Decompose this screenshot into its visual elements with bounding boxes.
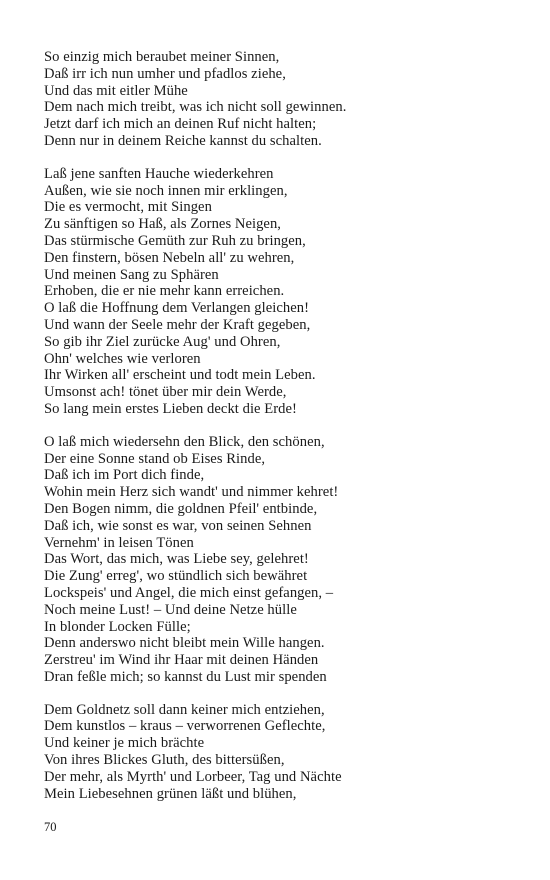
poem-line: Außen, wie sie noch innen mir erklingen, <box>44 182 288 199</box>
poem-line: Lockspeis' und Angel, die mich einst gefangen, – <box>44 584 334 601</box>
poem-line: Das Wort, das mich, was Liebe sey, gelehret! <box>44 551 309 568</box>
poem-line: Und das mit eitler Mühe <box>44 82 188 99</box>
poem-line: Der mehr, als Myrth' und Lorbeer, Tag und Nächte <box>44 768 342 785</box>
poem-line: Daß ich, wie sonst es war, von seinen Sehnen <box>44 517 312 534</box>
poem-line: Ihr Wirken all' erscheint und todt mein Leben. <box>44 367 316 384</box>
poem-line: Dran feßle mich; so kannst du Lust mir spenden <box>44 668 327 685</box>
poem-line: Die Zung' erreg', wo stündlich sich bewähret <box>44 568 308 585</box>
poem-line: Und wann der Seele mehr der Kraft gegeben, <box>44 316 311 333</box>
poem-line: So einzig mich beraubet meiner Sinnen, <box>44 49 280 65</box>
poem-line: Das stürmische Gemüth zur Ruh zu bringen, <box>44 232 306 249</box>
poem-line: Und meinen Sang zu Sphären <box>44 266 219 283</box>
page-number: 70 <box>44 820 57 834</box>
poem-line: Und keiner je mich brächte <box>44 735 205 752</box>
poem-line: So lang mein erstes Lieben deckt die Erde! <box>44 400 297 417</box>
poem-line: O laß mich wiedersehn den Blick, den schönen, <box>44 433 325 450</box>
poem-line: Mein Liebesehnen grünen läßt und blühen, <box>44 785 297 802</box>
poem-line: Dem kunstlos – kraus – verworrenen Geflechte, <box>44 718 326 735</box>
stanza <box>44 434 524 686</box>
poem-line: Erhoben, die er nie mehr kann erreichen. <box>44 283 285 300</box>
poem-line: Den Bogen nimm, die goldnen Pfeil' entbinde, <box>44 500 318 517</box>
poem-line: Jetzt darf ich mich an deinen Ruf nicht halten; <box>44 116 317 133</box>
stanza <box>44 702 524 803</box>
poem-line: Vernehm' in leisen Tönen <box>44 534 194 551</box>
poem-line: Dem Goldnetz soll dann keiner mich entziehen, <box>44 701 325 718</box>
poem-line: So gib ihr Ziel zurücke Aug' und Ohren, <box>44 333 281 350</box>
poem-line: Zu sänftigen so Haß, als Zornes Neigen, <box>44 216 282 233</box>
poem-line: Umsonst ach! tönet über mir dein Werde, <box>44 384 287 401</box>
poem-line: Denn nur in deinem Reiche kannst du schalten. <box>44 132 322 149</box>
poem-line: Daß irr ich nun umher und pfadlos ziehe, <box>44 65 286 82</box>
poem-line: Der eine Sonne stand ob Eises Rinde, <box>44 450 266 467</box>
poem-text <box>44 49 524 818</box>
poem-line: Denn anderswo nicht bleibt mein Wille hangen. <box>44 635 325 652</box>
poem-line: Noch meine Lust! – Und deine Netze hülle <box>44 601 297 618</box>
poem-line: Laß jene sanften Hauche wiederkehren <box>44 165 274 182</box>
poem-line: O laß die Hoffnung dem Verlangen gleichen! <box>44 300 309 317</box>
stanza <box>44 49 524 150</box>
poem-line: Die es vermocht, mit Singen <box>44 199 212 216</box>
stanza <box>44 166 524 418</box>
poem-line: Daß ich im Port dich finde, <box>44 467 205 484</box>
poem-line: In blonder Locken Fülle; <box>44 618 191 635</box>
poem-line: Zerstreu' im Wind ihr Haar mit deinen Händen <box>44 652 319 669</box>
poem-line: Ohn' welches wie verloren <box>44 350 201 367</box>
poem-line: Dem nach mich treibt, was ich nicht soll gewinnen. <box>44 99 347 116</box>
poem-line: Von ihres Blickes Gluth, des bittersüßen, <box>44 752 285 769</box>
poem-line: Den finstern, bösen Nebeln all' zu wehren, <box>44 249 295 266</box>
poem-line: Wohin mein Herz sich wandt' und nimmer kehret! <box>44 484 339 501</box>
